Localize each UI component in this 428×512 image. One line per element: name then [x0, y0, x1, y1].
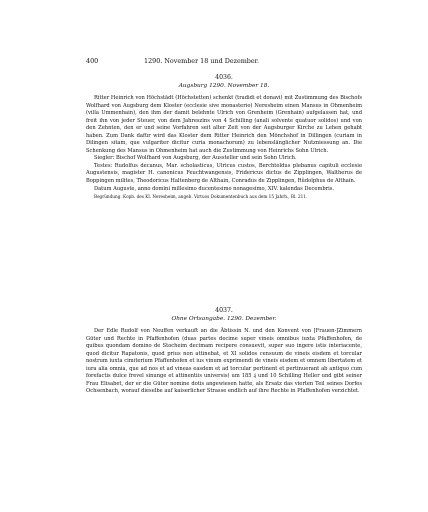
place-date: Augsburg 1290. November 18. — [178, 83, 270, 89]
document-number: 4037. — [215, 307, 233, 314]
document-number: 4036. — [215, 74, 233, 81]
dating-clause: Datum Auguste, anno domini millesimo ducentesimo nonagesimo, XIV. kalendas Decembris. — [94, 185, 335, 192]
document-4036 — [86, 73, 362, 200]
source-note: Begründung. Kopb. des Kl. Neresheim, angeb. Virtuos Dokumentenbuch aus dem 15 Jahrh., Bl. 211. — [94, 194, 308, 200]
witnesses-paragraph: Testes: Rudolfus decanus, Mar. scholasticus, Ulricus custos, Berchtoldus plebanus capituli ecclesie Augustensis, magister H. canonicus Feuchtwangensis, Fridericus dictus de Zipplingen, Waltherus de Boppingen milites, Theodoricus Haltenberg de Althain, Conradus de Zipplingen, Rûdolphus de Althain. — [86, 162, 362, 185]
running-head — [86, 56, 362, 66]
regest-summary: Der Edle Rudolf von Neuffen verkauft an die Äbtissin N. und den Konvent von [Frauen-]Zimmern Güter und Rechte in Pfaffenhofen (duas partes decime super vineis omnibus iuxta Pfaffenhofen, de quibus quondam domino de Stocheim decimam recipere consuevit, super suo ingere istis interiacente, quod dicitur Rapatonis, quod prius non attinebat, et XI solidos censuum de vineis eisdem et torcular nostrum iuxta cimiterium Pfaffenhofen et ius vinum exprimendi de vineis eisdem et omnem libertatem et iura alia omnia, que ad nos et ad vineas easdem et ad torcular pertinent et pertinuerant ab antiquo cum forefactis dulce frevel sinunge et attinentiis universis) um 185 ₰ und 10 Schilling Heller und gibt seiner Frau Elisabet, der er die Güter nomine dotis angewiesen hatte, als Ersatz das vierten Teil seines Dorfes Ochsenbach, worauf dieselbe auf kaiserlicher Strasse endlich auf ihre Rechte in Pfaffenhofen verzichtet. — [86, 328, 362, 395]
running-title: 1290. November 18 und Dezember. — [144, 57, 260, 65]
sealers-line: Siegler: Bischof Wolfhard von Augsburg, der Aussteller und sein Sohn Ulrich. — [94, 155, 297, 162]
page-number: 400 — [86, 57, 99, 65]
regest-summary: Ritter Heinrich von Höchstädt (Höchstetten) schenkt (tradidi et donavi) mit Zustimmung des Bischofs Wolfhard von Augsburg dem Kloster (ecclesie sive monasterio) Neresheim einen Mansus in Ohmenheim (villa Ummenhain), den ihm der damit belehnte Ulrich von Grenheim (Grenhain) aufgelassen hat, und freit ihn von jeder Steuer, von dem Jahreszins von 4 Schilling (anali solvente quatuor solidos) und von den Zehnten, den er und seine Vorfahren seit alter Zeit von der Augsburger Kirche zu Lehen gehabt haben. Zum Dank dafür wird das Kloster dem Ritter Heinrich den Mönchshof in Dillingen (curiam in Dilingen sitam, que vulgariter dicitur curia monachorum) zu lebenslänglicher Nutzniessung an. Die Schenkung des Mansus in Ohmenheim hat auch die Zustimmung von Heinrichs Sohn Ulrich. — [86, 95, 362, 154]
document-4037 — [86, 306, 362, 396]
place-date: Ohne Ortsangabe. 1290. Dezember. — [171, 316, 277, 322]
